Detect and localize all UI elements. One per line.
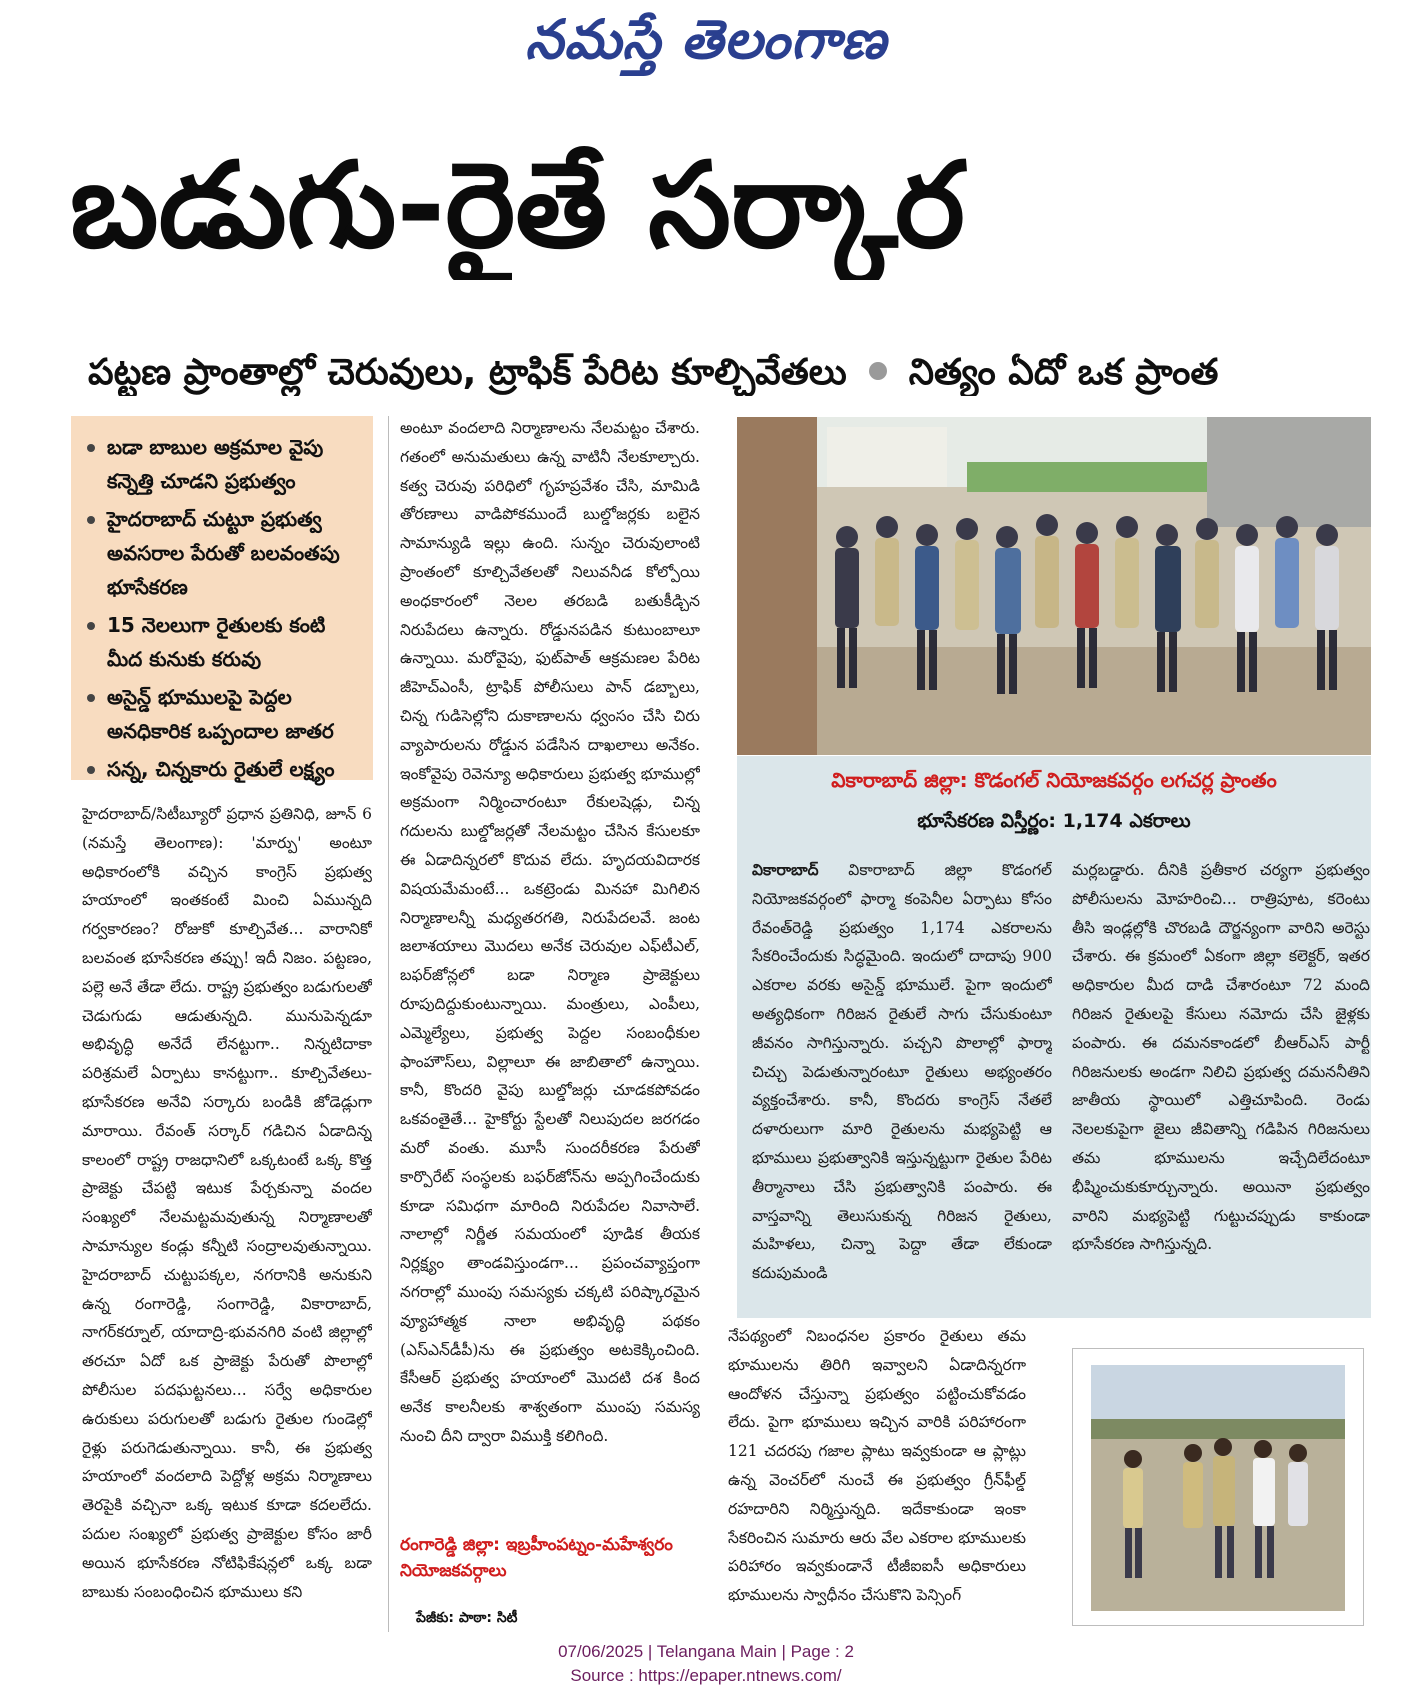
masthead-logo: నమస్తే తెలంగాణ bbox=[525, 8, 887, 71]
highlight-item: బడా బాబుల అక్రమాల వైపు కన్నెత్తి చూడని ప్రభుత్వం bbox=[85, 430, 359, 498]
article-column-3: నేపథ్యంలో నిబంధనల ప్రకారం రైతులు తమ భూములను తిరిగి ఇవ్వాలని ఏడాదిన్నరగా ఆందోళన చేస్తున్నా ప్రభుత్వం పట్టించుకోవడం లేదు. పైగా భూములు ఇచ్చిన వారికి పరిహారంగా 121 చదరపు గజాల ప్లాటు ఇవ్వకుండా ఆ ప్లాట్లు ఉన్న వెంచర్‌లో నుంచే ఈ ప్రభుత్వం గ్రీన్‌ఫీల్డ్ రహదారిని నిర్మిస్తున్నది. ఇదేకాకుండా ఇంకా సేకరించిన సుమారు ఆరు వేల ఎకరాల భూములకు పరిహారం ఇవ్వకుండానే టీజీఐఐసీ అధికారులు భూములను స్వాధీనం చేసుకొని పెన్సింగ్ bbox=[728, 1327, 1026, 1605]
highlight-item: సన్న, చిన్నకారు రైతులే లక్ష్యం bbox=[85, 752, 359, 786]
article-column-1: హైదరాబాద్/సిటీబ్యూరో ప్రధాన ప్రతినిధి, జూన్ 6 (నమస్తే తెలంగాణ): 'మార్పు' అంటూ అధికారంలోకి వచ్చిన కాంగ్రెస్ ప్రభుత్వ హయాంలో ఇంతకంటే మించి ఏమున్నది గర్వకారణం? రోజుకో కూల్చివేత... వారానికో బలవంత భూసేకరణ తప్పు! ఇదీ నిజం. పట్టణం, పల్లె అనే తేడా లేదు. రాష్ట్ర ప్రభుత్వం బడుగులతో చెడుగుడు ఆడుతున్నది. మునుపెన్నడూ అభివృద్ధి అనేదే లేనట్టుగా.. నిన్నటిదాకా పరిశ్రమలే ఏర్పాటు కానట్టుగా.. కూల్చివేతలు-భూసేకరణ అనేవి సర్కారు బండికి జోడెడ్లుగా మారాయి. రేవంత్ సర్కార్ గడిచిన ఏడాదిన్న కాలంలో రాష్ట్ర రాజధానిలో ఒక్కటంటే ఒక్క కొత్త ప్రాజెక్టు చేపట్టి ఇటుక పేర్చకున్నా వందల సంఖ్యలో నేలమట్టమవుతున్న నిర్మాణాలతో సామాన్యుల కండ్లు కన్నీటి సంద్రాలవుతున్నాయి. హైదరాబాద్ చుట్టుపక్కల, నగరానికి అనుకుని ఉన్న రంగారెడ్డి, సంగారెడ్డి, వికారాబాద్, నాగర్‌కర్నూల్, యాదాద్రి-భువనగిరి వంటి జిల్లాల్లో తరచూ ఏదో ఒక ప్రాజెక్టు పేరుతో పొలాల్లో పోలీసుల పదఘట్టనలు... సర్వే అధికారుల ఉరుకులు పరుగులతో బడుగు రైతుల గుండెల్లో రైళ్లు పరుగెడుతున్నాయి. కానీ, ఈ ప్రభుత్వ హయాంలో వందలాది పెద్దోళ్ల అక్రమ నిర్మాణాలు తెరపైకి వచ్చినా ఒక్క ఇటుక కూడా కదలలేదు. పదుల సంఖ్యలో ప్రభుత్వ ప్రాజెక్టుల కోసం జారీ అయిన భూసేకరణ నోటిఫికేషన్లలో ఒక్క బడా బాబుకు సంబంధించిన భూములు కని bbox=[82, 805, 372, 1601]
subsection-title: రంగారెడ్డి జిల్లా: ఇబ్రహీంపట్నం-మహేశ్వరం నియోజకవర్గాలు bbox=[400, 1535, 673, 1581]
crowd-photo-illustration bbox=[737, 417, 1371, 755]
main-headline: బడుగు-రైతే సర్కార bbox=[70, 136, 965, 274]
highlight-item: హైదరాబాద్ చుట్టూ ప్రభుత్వ అవసరాల పేరుతో బలవంతపు భూసేకరణ bbox=[85, 502, 359, 604]
continued-note: పేజీకు: పాఠా: సిటీ bbox=[416, 1610, 518, 1626]
article-column-2: అంటూ వందలాది నిర్మాణాలను నేలమట్టం చేశారు. గతంలో అనుమతులు ఉన్న వాటినీ నేలకూల్చారు. కత్వ చెరువు పరిధిలో గృహప్రవేశం చేసి, మామిడి తోరణాలు వాడిపోకముందే బుల్డోజర్లకు బలైన సామాన్యుడి ఇల్లు ఉంది. సున్నం చెరువులాంటి ప్రాంతంలో కూల్చివేతలతో నిలువనీడ కోల్పోయి అంధకారంలో నెలల తరబడి బతుకీడ్చిన నిరుపేదలు ఉన్నారు. రోడ్డునపడిన కుటుంబాలూ ఉన్నాయి. మరోవైపు, ఫుట్‌పాత్ ఆక్రమణల పేరిట జీహెచ్‌ఎంసీ, ట్రాఫిక్ పోలీసులు పాన్ డబ్బాలు, చిన్న గుడిసెల్లోని దుకాణాలను ధ్వంసం చేసి చిరు వ్యాపారులను రోడ్డున పడేసిన దాఖలాలు అనేకం. ఇంకోవైపు రెవెన్యూ అధికారులు ప్రభుత్వ భూముల్లో అక్రమంగా నిర్మించారంటూ రేకులషెడ్లు, చిన్న గదులను బుల్డోజర్లతో నేలమట్టం చేసిన కేసులకూ ఈ ఏడాదిన్నరలో కొదువ లేదు. హృదయవిదారక విషయమేమంటే... ఒకట్రెండు మినహా మిగిలిన నిర్మాణాలన్నీ మధ్యతరగతి, నిరుపేదలవే. జంట జలాశయాలు మొదలు అనేక చెరువుల ఎఫ్‌టీఎల్, బఫర్‌జోన్లలో బడా నిర్మాణ ప్రాజెక్టులు రూపుదిద్దుకుంటున్నాయి. మంత్రులు, ఎంపీలు, ఎమ్మెల్యేలు, ప్రభుత్వ పెద్దల సంబంధీకుల ఫాంహౌస్‌లు, విల్లాలూ ఈ జాబితాలో ఉన్నాయి. కానీ, కొందరి వైపు బుల్డోజర్లు చూడకపోవడం ఒకవంతైతే... హైకోర్టు స్టేలతో నిలుపుదల జరగడం మరో వంతు. మూసీ సుందరీకరణ పేరుతో కార్పొరేట్ సంస్థలకు బఫర్‌జోన్‌ను అప్పగించేందుకు కూడా సమిధగా మారింది నిరుపేదల నివాసాలే. నాలాల్లో నిర్ణీత సమయంలో పూడిక తీయక నిర్లక్ష్యం తాండవిస్తుండగా... ప్రపంచవ్యాప్తంగా నగరాల్లో ముంపు సమస్యకు చక్కటి పరిష్కారమైన వ్యూహాత్మక నాలా అభివృద్ధి పథకం (ఎస్‌ఎన్‌డీపీ)ను ఈ ప్రభుత్వం అటకెక్కించింది. కేసీఆర్ ప్రభుత్వ హయాంలో మొదటి దశ కింద అనేక కాలనీలకు శాశ్వతంగా ముంపు సమస్య నుంచి దీని ద్వారా విముక్తి కలిగింది. bbox=[400, 419, 700, 1445]
bullet-dot-icon bbox=[869, 362, 887, 380]
footer-date-page: 07/06/2025 | Telangana Main | Page : 2 bbox=[558, 1642, 854, 1661]
adjacent-column-edge bbox=[1400, 416, 1412, 1632]
panel-article-left bbox=[752, 856, 1052, 1316]
field-photo-illustration bbox=[1073, 1349, 1363, 1625]
panel-article-left-text: వికారాబాద్ జిల్లా కొడంగల్ నియోజకవర్గంలో ఫార్మా కంపెనీల ఏర్పాటు కోసం రేవంత్‌రెడ్డి ప్రభుత్వం 1,174 ఎకరాలను సేకరించేందుకు సిద్ధమైంది. ఇందులో దాదాపు 900 ఎకరాల వరకు అసైన్డ్ భూములే. పైగా ఇందులో అత్యధికంగా గిరిజన రైతులే సాగు చేసుకుంటూ జీవనం సాగిస్తున్నారు. పచ్చని పొలాల్లో ఫార్మా చిచ్చు పెడుతున్నారంటూ రైతులు అభ్యంతరం వ్యక్తంచేశారు. కానీ, కొందరు కాంగ్రెస్ నేతలే దళారులుగా మారి రైతులను మభ్యపెట్టి ఆ భూములు ప్రభుత్వానికి ఇస్తున్నట్టుగా రైతుల పేరిట తీర్మానాలు చేసి ప్రభుత్వానికి పంపారు. ఈ వాస్తవాన్ని తెలుసుకున్న గిరిజన రైతులు, మహిళలు, చిన్నా పెద్దా తేడా లేకుండా కదుపుమండి bbox=[752, 861, 1052, 1283]
photo-subcaption: భూసేకరణ విస్తీర్ణం: 1,174 ఎకరాలు bbox=[917, 810, 1191, 832]
photo-caption: వికారాబాద్ జిల్లా: కొడంగల్ నియోజకవర్గం లగచర్ల ప్రాంతం bbox=[831, 768, 1277, 792]
footer-source: Source : https://epaper.ntnews.com/ bbox=[570, 1666, 842, 1685]
highlights-box bbox=[71, 416, 373, 780]
highlight-item: 15 నెలలుగా రైతులకు కంటి మీద కునుకు కరువు bbox=[85, 608, 359, 676]
field-photo bbox=[1072, 1348, 1364, 1626]
panel-lead-word: వికారాబాద్ bbox=[752, 860, 819, 879]
sub-headline bbox=[88, 350, 1412, 396]
sub-headline-left: పట్టణ ప్రాంతాల్లో చెరువులు, ట్రాఫిక్ పేరిట కూల్చివేతలు bbox=[88, 352, 847, 393]
highlight-item: అసైన్డ్ భూములపై పెద్దల అనధికారిక ఒప్పందాల జాతర bbox=[85, 680, 359, 748]
protest-photo bbox=[737, 417, 1371, 755]
column-divider bbox=[388, 416, 389, 1632]
sub-headline-right: నిత్యం ఏదో ఒక ప్రాంత bbox=[908, 352, 1219, 393]
panel-article-right: మర్లబడ్డారు. దీనికి ప్రతీకార చర్యగా ప్రభుత్వం పోలీసులను మోహరించి... రాత్రిపూట, కరెంటు తీసి ఇండ్లల్లోకి చొరబడి దౌర్జన్యంగా వారిని అరెస్టు చేశారు. ఈ క్రమంలో ఏకంగా జిల్లా కలెక్టర్, ఇతర అధికారుల మీద దాడి చేశారంటూ 72 మంది గిరిజన రైతులపై కేసులు నమోదు చేసి జైళ్లకు పంపారు. ఈ దమనకాండలో బీఆర్‌ఎస్ పార్టీ గిరిజనులకు అండగా నిలిచి ప్రభుత్వ దమననీతిని జాతీయ స్థాయిలో ఎత్తిచూపింది. రెండు నెలలకుపైగా జైలు జీవితాన్ని గడిపిన గిరిజనులు తమ భూములను ఇచ్చేదిలేదంటూ భీష్మించుకుకూర్చున్నారు. అయినా ప్రభుత్వం వారిని మభ్యపెట్టి గుట్టుచప్పుడు కాకుండా భూసేకరణ సాగిస్తున్నది. bbox=[1072, 861, 1370, 1254]
